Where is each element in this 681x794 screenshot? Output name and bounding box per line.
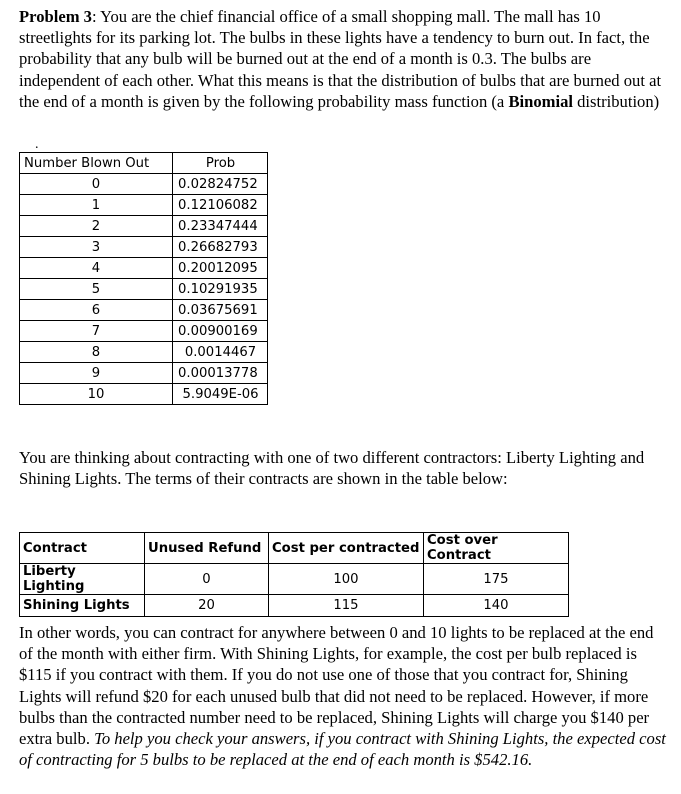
column-header: Cost over Contract	[424, 533, 569, 564]
unused-refund-cell: 0	[145, 564, 269, 595]
table-row	[20, 384, 268, 405]
prob-cell: 0.0014467	[173, 342, 268, 363]
prob-cell: 0.20012095	[173, 258, 268, 279]
contractors-intro: You are thinking about contracting with one of two different contractors: Liberty Lighting and Shining Lights. The terms of their contracts are shown in the table below:	[19, 448, 645, 489]
binomial-term: Binomial	[508, 91, 573, 111]
table-row	[20, 237, 268, 258]
explanation-text: In other words, you can contract for anywhere between 0 and 10 lights to be replaced at the end of the month with either firm. With Shining Lights, for example, the cost per bulb replaced is $115 if you contract with them. If you do not use one of those that you contract for, Shining Lights will refund $20 for each unused bulb that did not need to be replaced. However, if more bulbs than the contracted number need to be replaced, Shining Lights will charge you $140 per extra bulb.	[19, 623, 654, 749]
column-header: Prob	[173, 153, 268, 174]
table-row	[20, 216, 268, 237]
table-row	[20, 564, 569, 595]
contractor-name: Shining Lights	[20, 595, 145, 617]
table-row	[20, 321, 268, 342]
problem-text: : You are the chief financial office of a small shopping mall. The mall has 10 streetlights for its parking lot. The bulbs in these lights have a tendency to burn out. In fact, the probability that any bulb will be burned out at the end of a month is 0.3. The bulbs are independent of each other. What this means is that the distribution of bulbs that are burned out at the end of a month is given by the following probability mass function (a	[19, 7, 662, 111]
prob-cell: 0.26682793	[173, 237, 268, 258]
problem-statement	[19, 6, 669, 112]
problem-label: Problem 3	[19, 7, 92, 26]
column-header: Contract	[20, 533, 145, 564]
table-row	[20, 258, 268, 279]
count-cell: 1	[20, 195, 173, 216]
answer-hint: To help you check your answers, if you contract with Shining Lights, the expected cost of contracting for 5 bulbs to be replaced at the end of each month is $542.16.	[19, 729, 666, 770]
table-row	[20, 195, 268, 216]
column-header: Unused Refund	[145, 533, 269, 564]
contractor-name: Liberty Lighting	[20, 564, 145, 595]
count-cell: 10	[20, 384, 173, 405]
cost-contracted-cell: 100	[269, 564, 424, 595]
count-cell: 8	[20, 342, 173, 363]
table-row	[20, 595, 569, 617]
unused-refund-cell: 20	[145, 595, 269, 617]
explanation-paragraph	[19, 622, 669, 770]
count-cell: 2	[20, 216, 173, 237]
pmf-table	[19, 152, 268, 405]
table-header-row	[20, 533, 569, 564]
table-row	[20, 342, 268, 363]
count-cell: 5	[20, 279, 173, 300]
prob-cell: 0.00900169	[173, 321, 268, 342]
problem-text-end: distribution)	[572, 91, 660, 111]
cost-over-cell: 175	[424, 564, 569, 595]
table-row	[20, 174, 268, 195]
count-cell: 4	[20, 258, 173, 279]
count-cell: 0	[20, 174, 173, 195]
prob-cell: 0.03675691	[173, 300, 268, 321]
count-cell: 9	[20, 363, 173, 384]
prob-cell: 0.02824752	[173, 174, 268, 195]
column-header: Cost per contracted	[269, 533, 424, 564]
prob-cell: 0.12106082	[173, 195, 268, 216]
prob-cell: 0.23347444	[173, 216, 268, 237]
bullet-mark: .	[35, 137, 39, 152]
table-row	[20, 363, 268, 384]
prob-cell: 0.10291935	[173, 279, 268, 300]
column-header: Number Blown Out	[20, 153, 173, 174]
prob-cell: 0.00013778	[173, 363, 268, 384]
count-cell: 6	[20, 300, 173, 321]
count-cell: 7	[20, 321, 173, 342]
table-row	[20, 279, 268, 300]
prob-cell: 5.9049E-06	[173, 384, 268, 405]
count-cell: 3	[20, 237, 173, 258]
cost-contracted-cell: 115	[269, 595, 424, 617]
table-header-row	[20, 153, 268, 174]
table-row	[20, 300, 268, 321]
contract-table	[19, 532, 569, 617]
cost-over-cell: 140	[424, 595, 569, 617]
